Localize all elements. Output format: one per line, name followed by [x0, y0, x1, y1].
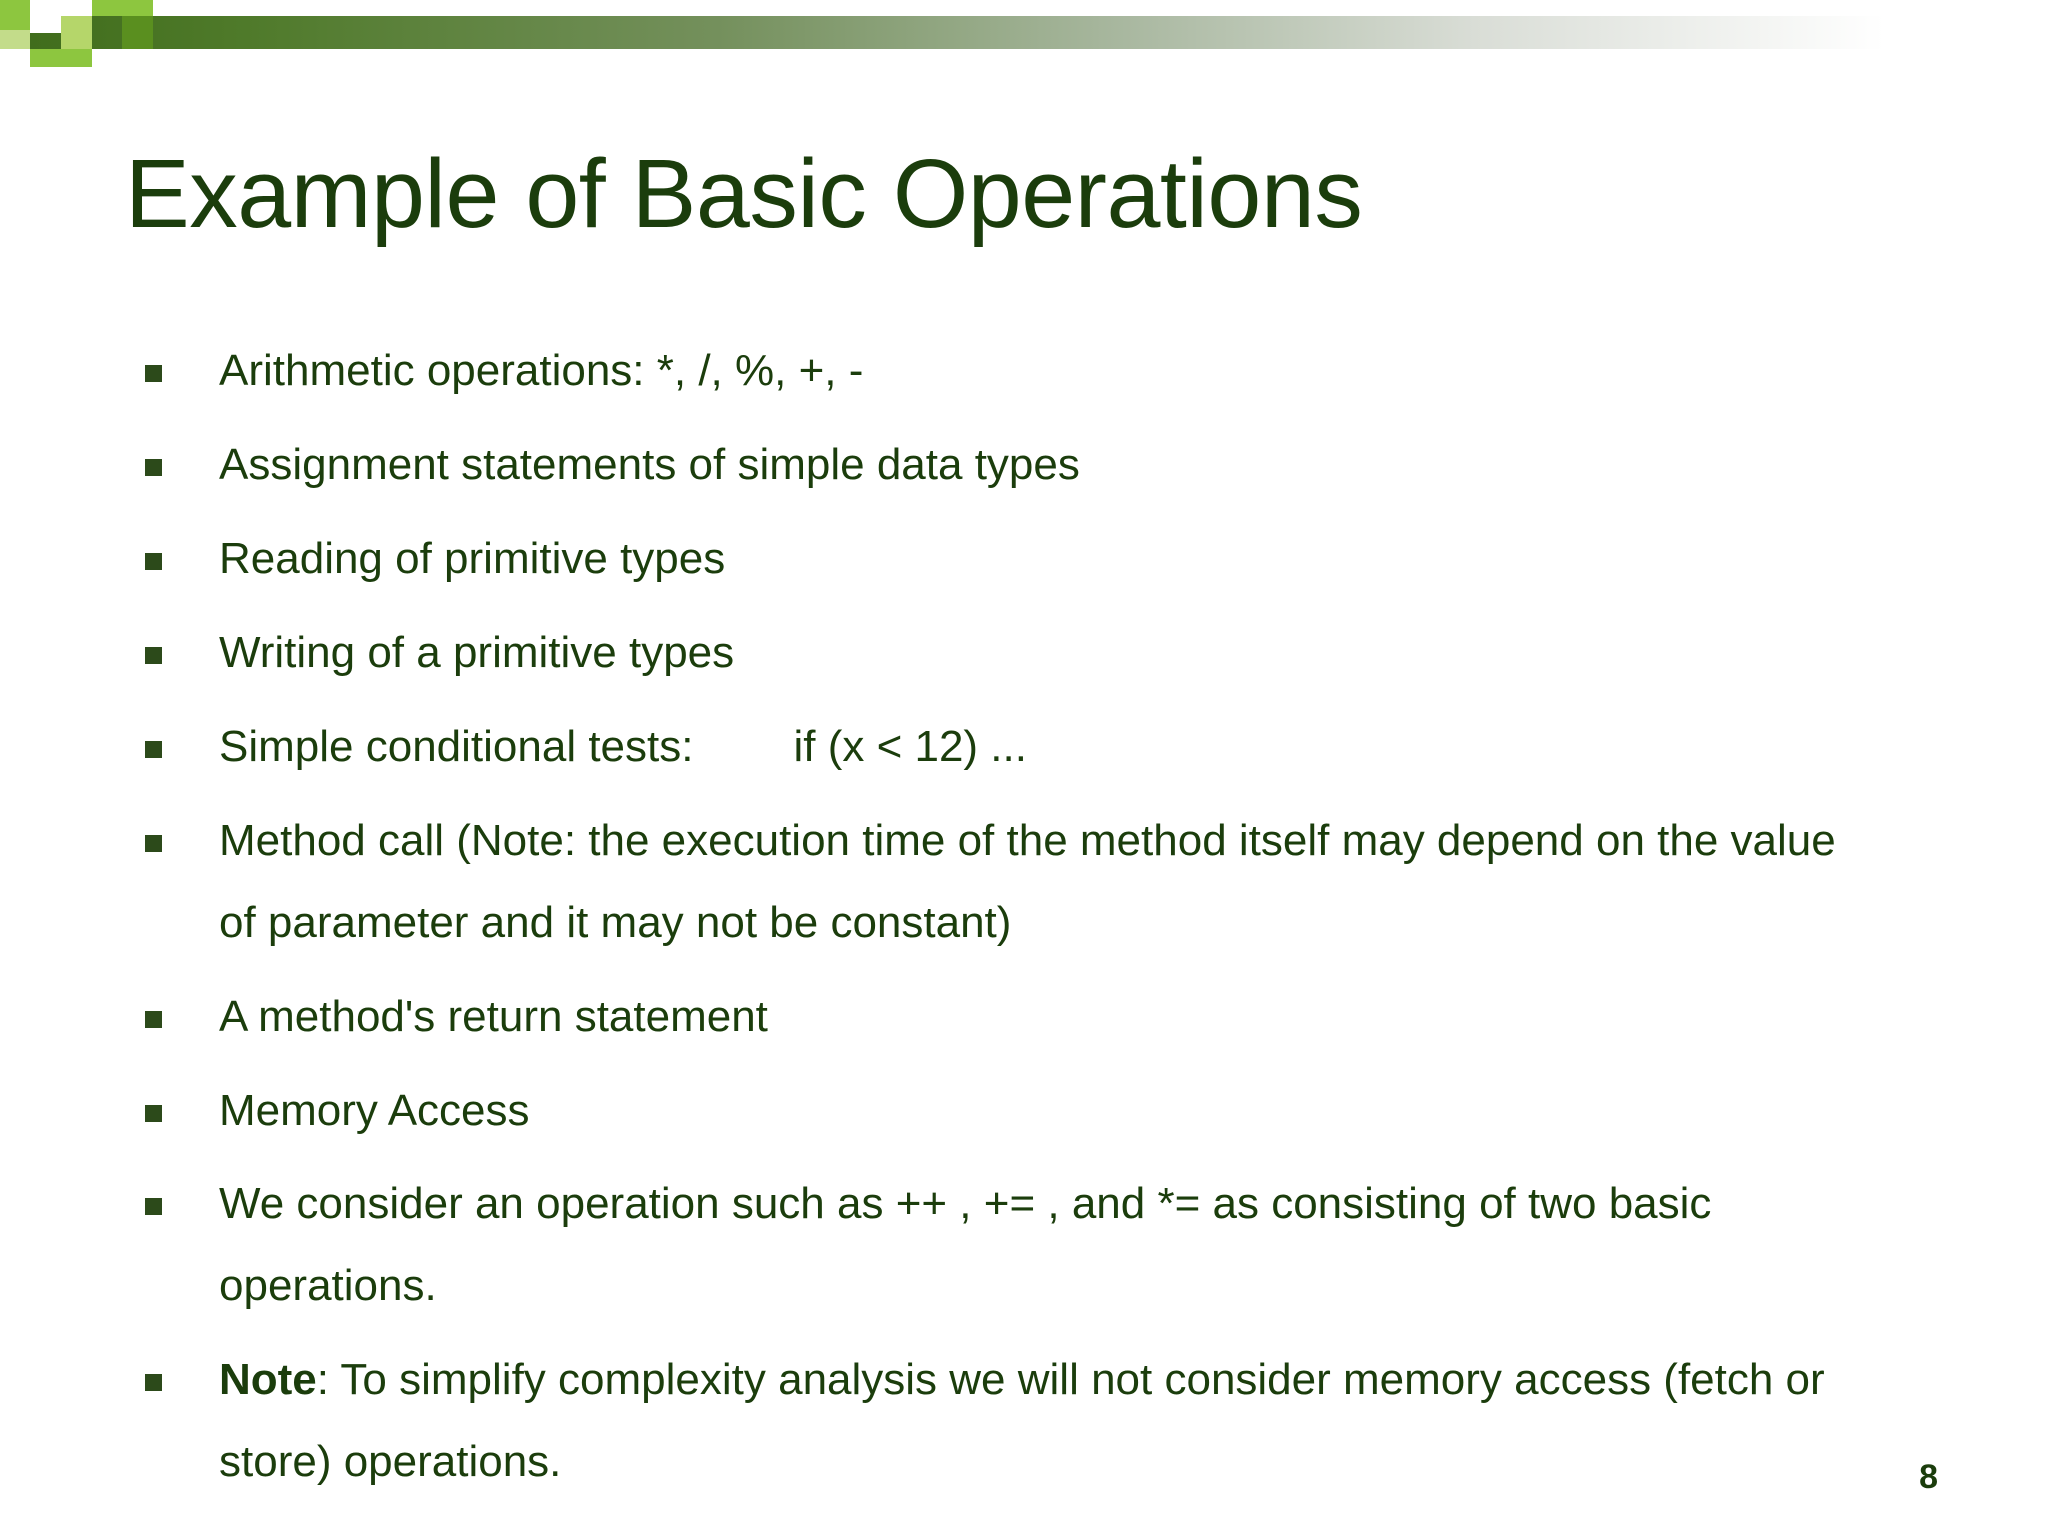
list-item-text: Assignment statements of simple data types	[219, 440, 1080, 489]
square-bullet-icon	[145, 1374, 162, 1391]
page-number: 8	[1919, 1458, 1938, 1496]
square-bullet-icon	[145, 553, 162, 570]
list-item-text: Writing of a primitive types	[219, 628, 735, 677]
list-item-text: Arithmetic operations: *, /, %, +, -	[219, 346, 864, 395]
note-text: : To simplify complexity analysis we will not consider memory access (fetch or	[316, 1355, 1825, 1404]
list-item-text-continued: operations.	[219, 1261, 437, 1310]
square-bullet-icon	[145, 741, 162, 758]
list-item-text	[219, 706, 1027, 788]
square-bullet-icon	[145, 459, 162, 476]
note-label: Note	[219, 1355, 317, 1404]
square-bullet-icon	[145, 835, 162, 852]
list-item-text: Reading of primitive types	[219, 534, 726, 583]
slide-title: Example of Basic Operations	[125, 139, 1363, 248]
list-item-text: We consider an operation such as ++ , += , and *= as consisting of two basic	[219, 1179, 1712, 1228]
list-item-text	[219, 1339, 1825, 1421]
square-bullet-icon	[145, 1105, 162, 1122]
square-bullet-icon	[145, 1011, 162, 1028]
square-bullet-icon	[145, 365, 162, 382]
list-item-text: A method's return statement	[219, 992, 768, 1041]
list-item-text: Method call (Note: the execution time of the method itself may depend on the value	[219, 816, 1836, 865]
condition-code: if (x < 12) ...	[793, 722, 1027, 771]
square-bullet-icon	[145, 1198, 162, 1215]
square-bullet-icon	[145, 647, 162, 664]
list-item-text: Memory Access	[219, 1086, 530, 1135]
condition-label: Simple conditional tests:	[219, 722, 694, 771]
list-item-text-continued: of parameter and it may not be constant)	[219, 898, 1012, 947]
list-item-text-continued: store) operations.	[219, 1437, 562, 1486]
